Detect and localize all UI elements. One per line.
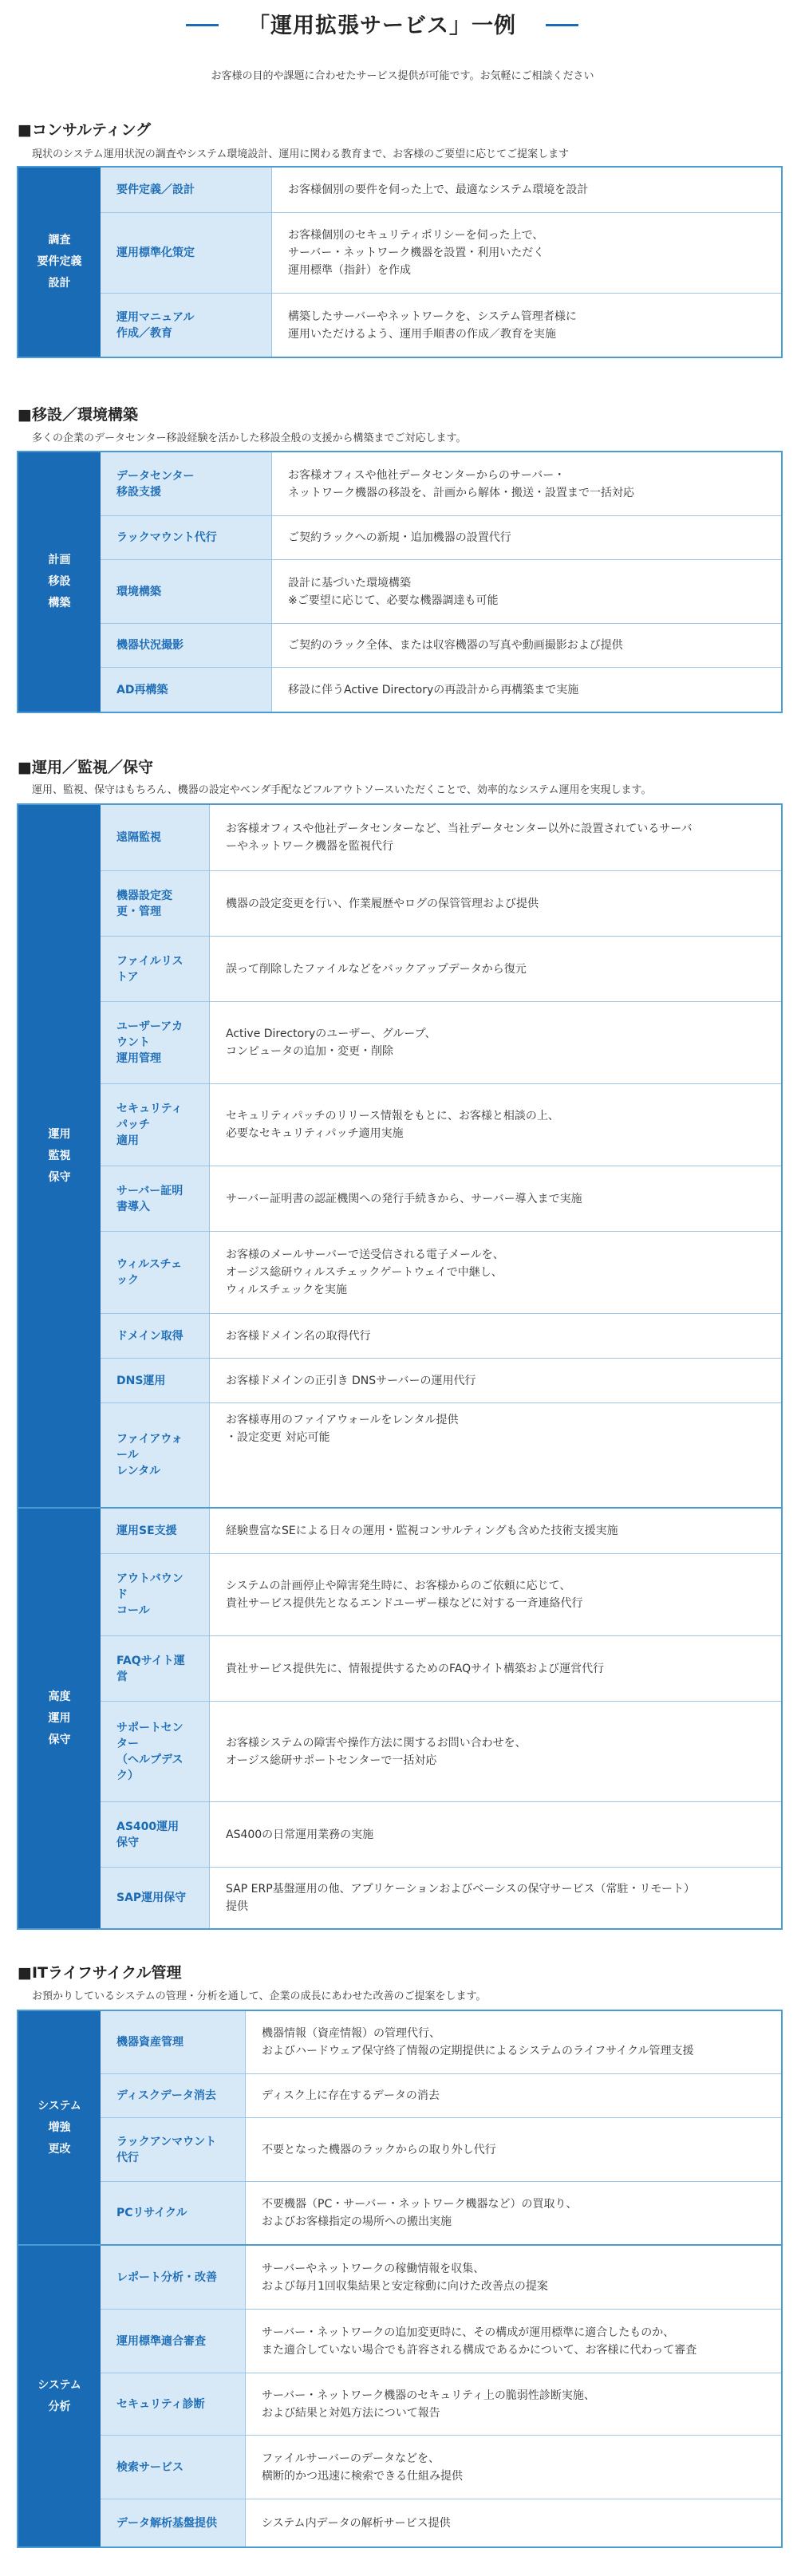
group-category: 計画 移設 構築 xyxy=(18,452,101,712)
table-row xyxy=(101,936,781,1001)
service-name: サーバー証明 書導入 xyxy=(101,1166,210,1231)
table-row xyxy=(101,2073,781,2117)
section-desc-lifecycle: お預かりしているシステムの管理・分析を通して、企業の成長にあわせた改善のご提案をします。 xyxy=(32,1990,487,2002)
group-category: 調査 要件定義 設計 xyxy=(18,168,101,357)
service-desc: ファイルサーバーのデータなどを、 横断的かつ迅速に検索できる仕組み提供 xyxy=(262,2452,463,2483)
service-desc: 移設に伴うActive Directoryの再設計から再構築まで実施 xyxy=(288,683,579,696)
service-desc: お客様のメールサーバーで送受信される電子メールを、 オージス総研ウィルスチェックゲートウェイで中継し、 ウィルスチェックを実施 xyxy=(226,1249,504,1296)
service-desc: 経験豊富なSEによる日々の運用・監視コンサルティングも含めた技術支援実施 xyxy=(226,1525,618,1537)
service-name: データ解析基盤提供 xyxy=(101,2499,246,2546)
table-group xyxy=(18,2244,781,2546)
section-heading-relocation: ■移設／環境構築 xyxy=(18,406,138,424)
table-row xyxy=(101,559,781,623)
service-desc: 構築したサーバーやネットワークを、システム管理者様に 運用いただけるよう、運用手順書の作成／教育を実施 xyxy=(288,310,577,341)
table-row xyxy=(101,2011,781,2073)
table-row xyxy=(101,1166,781,1231)
title-rule-left xyxy=(186,24,219,26)
service-desc: お客様オフィスや他社データセンターからのサーバー・ ネットワーク機器の移設を、計画から解体・搬送・設置まで一括対応 xyxy=(288,468,634,499)
service-name: 運用SE支援 xyxy=(101,1509,210,1553)
table-row xyxy=(101,2181,781,2244)
service-name: ディスクデータ消去 xyxy=(101,2074,246,2117)
service-table-relocation xyxy=(17,451,783,713)
table-row xyxy=(101,1553,781,1635)
service-name: サポートセン ター （ヘルプデス ク） xyxy=(101,1702,210,1801)
service-desc: お客様個別の要件を伺った上で、最適なシステム環境を設計 xyxy=(288,183,589,196)
table-row xyxy=(101,1867,781,1928)
service-desc: システムの計画停止や障害発生時に、お客様からのご依頼に応じて、 貴社サービス提供先となるエンドユーザー様などに対する一斉連絡代行 xyxy=(226,1580,583,1610)
service-name: レポート分析・改善 xyxy=(101,2246,246,2309)
service-desc: お客様専用のファイアウォールをレンタル提供 ・設定変更 対応可能 xyxy=(226,1414,459,1444)
service-name: 検索サービス xyxy=(101,2436,246,2499)
page-title: 「運用拡張サービス」一例 xyxy=(248,14,516,38)
table-group xyxy=(18,452,781,712)
service-desc: 誤って削除したファイルなどをバックアップデータから復元 xyxy=(226,962,527,976)
table-group xyxy=(18,168,781,357)
table-row xyxy=(101,2435,781,2499)
section-desc-relocation: 多くの企業のデータセンター移設経験を活かした移設全般の支援から構築までご対応します。 xyxy=(32,432,467,444)
service-name: 機器資産管理 xyxy=(101,2011,246,2073)
service-name: 遠隔監視 xyxy=(101,805,210,870)
table-row xyxy=(101,623,781,667)
service-name: ドメイン取得 xyxy=(101,1314,210,1358)
service-desc: AS400の日常運用業務の実施 xyxy=(226,1828,374,1841)
table-row xyxy=(101,293,781,357)
table-group xyxy=(18,805,781,1507)
service-name: AD再構築 xyxy=(101,668,272,712)
service-name: ユーザーアカ ウント 運用管理 xyxy=(101,1002,210,1083)
table-row xyxy=(101,667,781,712)
table-row xyxy=(101,1358,781,1402)
table-row xyxy=(101,1801,781,1867)
service-desc: お客様ドメイン名の取得代行 xyxy=(226,1329,371,1343)
title-rule-right xyxy=(546,24,578,26)
service-desc: サーバー・ネットワーク機器のセキュリティ上の脆弱性診断実施、 および結果と対処方法について報告 xyxy=(262,2389,595,2420)
table-group xyxy=(18,1507,781,1928)
table-row xyxy=(101,2309,781,2373)
service-desc: お客様オフィスや他社データセンターなど、当社データセンター以外に設置されているサーバ ーやネットワーク機器を監視代行 xyxy=(226,823,693,853)
service-name: アウトバウン ド コール xyxy=(101,1554,210,1635)
service-desc: ご契約ラックへの新規・追加機器の設置代行 xyxy=(288,531,511,544)
table-row xyxy=(101,168,781,212)
service-name: ラックマウント代行 xyxy=(101,516,272,559)
service-name: ウィルスチェ ック xyxy=(101,1232,210,1313)
service-desc: システム内データの解析サービス提供 xyxy=(262,2516,451,2530)
group-category: 運用 監視 保守 xyxy=(18,805,101,1507)
table-row xyxy=(101,1635,781,1701)
service-name: ファイルリス トア xyxy=(101,937,210,1001)
table-row xyxy=(101,452,781,515)
service-name: セキュリティ診断 xyxy=(101,2373,246,2435)
service-desc: 機器情報（資産情報）の管理代行、 およびハードウェア保守終了情報の定期提供によるシステムのライフサイクル管理支援 xyxy=(262,2027,694,2057)
service-desc: 不要機器（PC・サーバー・ネットワーク機器など）の買取り、 およびお客様指定の場所への搬出実施 xyxy=(262,2198,578,2228)
service-name: 運用標準化策定 xyxy=(101,213,272,293)
service-desc: サーバーやネットワークの稼働情報を収集、 および毎月1回収集結果と安定稼動に向けた改善点の提案 xyxy=(262,2262,548,2293)
service-name: AS400運用 保守 xyxy=(101,1802,210,1867)
service-desc: お客様システムの障害や操作方法に関するお問い合わせを、 オージス総研サポートセンターで一括対応 xyxy=(226,1736,527,1767)
service-desc: SAP ERP基盤運用の他、アプリケーションおよびベーシスの保守サービス（常駐・リモート） 提供 xyxy=(226,1883,695,1913)
service-desc: 不要となった機器のラックからの取り外し代行 xyxy=(262,2143,496,2156)
service-name: 運用マニュアル 作成／教育 xyxy=(101,294,272,357)
section-desc-consulting: 現状のシステム運用状況の調査やシステム環境設計、運用に関わる教育まで、お客様のご要望に応じてご提案します xyxy=(32,148,570,160)
table-row xyxy=(101,1231,781,1313)
service-desc: Active Directoryのユーザー、グループ、 コンピュータの追加・変更・削除 xyxy=(226,1028,436,1058)
service-name: 運用標準適合審査 xyxy=(101,2310,246,2373)
table-row xyxy=(101,1313,781,1358)
table-row xyxy=(101,870,781,936)
service-name: 環境構築 xyxy=(101,560,272,623)
table-row xyxy=(101,1701,781,1801)
service-table-lifecycle xyxy=(17,2010,783,2548)
service-name: 機器設定変 更・管理 xyxy=(101,871,210,936)
table-row xyxy=(101,2373,781,2435)
service-name: PCリサイクル xyxy=(101,2182,246,2244)
service-desc: お客様ドメインの正引き DNSサーバーの運用代行 xyxy=(226,1374,476,1387)
page-intro: お客様の目的や課題に合わせたサービス提供が可能です。お気軽にご相談ください xyxy=(211,70,594,82)
service-desc: 設計に基づいた環境構築 ※ご要望に応じて、必要な機器調達も可能 xyxy=(288,576,499,607)
service-name: セキュリティ パッチ 適用 xyxy=(101,1084,210,1166)
service-name: SAP運用保守 xyxy=(101,1868,210,1928)
table-row xyxy=(101,805,781,870)
table-row xyxy=(101,2499,781,2546)
service-name: ファイアウォ ール レンタル xyxy=(101,1403,210,1507)
section-heading-consulting: ■コンサルティング xyxy=(18,121,152,139)
service-desc: 貴社サービス提供先に、情報提供するためのFAQサイト構築および運営代行 xyxy=(226,1662,605,1675)
service-table-consulting xyxy=(17,166,783,358)
service-desc: 機器の設定変更を行い、作業履歴やログの保管管理および提供 xyxy=(226,897,539,910)
table-row xyxy=(101,1001,781,1083)
group-category: システム 増強 更改 xyxy=(18,2011,101,2244)
service-name: DNS運用 xyxy=(101,1359,210,1402)
page-header xyxy=(0,0,805,48)
section-heading-lifecycle: ■ITライフサイクル管理 xyxy=(18,1964,182,1982)
service-name: FAQサイト運 営 xyxy=(101,1636,210,1701)
table-row xyxy=(101,1083,781,1166)
service-name: データセンター 移設支援 xyxy=(101,452,272,515)
service-desc: お客様個別のセキュリティポリシーを伺った上で、 サーバー・ネットワーク機器を設置・利用いただく 運用標準（指針）を作成 xyxy=(288,229,545,277)
service-name: 機器状況撮影 xyxy=(101,624,272,667)
table-row xyxy=(101,515,781,559)
service-table-operations xyxy=(17,803,783,1930)
service-desc: セキュリティパッチのリリース情報をもとに、お客様と相談の上、 必要なセキュリティパッチ適用実施 xyxy=(226,1110,559,1140)
service-desc: サーバー証明書の認証機関への発行手続きから、サーバー導入まで実施 xyxy=(226,1192,582,1205)
table-group xyxy=(18,2011,781,2244)
section-desc-operations: 運用、監視、保守はもちろん、機器の設定やベンダ手配などフルアウトソースいただくことで、効率的なシステム運用を実現します。 xyxy=(32,784,652,796)
group-category: システム 分析 xyxy=(18,2246,101,2546)
service-desc: サーバー・ネットワークの追加変更時に、その構成が運用標準に適合したものか、 また適合していない場合でも許容される構成であるかについて、お客様に代わって審査 xyxy=(262,2326,697,2357)
table-row xyxy=(101,2117,781,2181)
section-heading-operations: ■運用／監視／保守 xyxy=(18,759,153,776)
service-desc: ディスク上に存在するデータの消去 xyxy=(262,2089,440,2102)
service-desc: ご契約のラック全体、または収容機器の写真や動画撮影および提供 xyxy=(288,639,623,652)
table-row xyxy=(101,1509,781,1553)
table-row xyxy=(101,212,781,293)
table-row xyxy=(101,1402,781,1507)
group-category: 高度 運用 保守 xyxy=(18,1509,101,1928)
table-row xyxy=(101,2246,781,2309)
service-name: ラックアンマウント 代行 xyxy=(101,2118,246,2181)
service-name: 要件定義／設計 xyxy=(101,168,272,212)
